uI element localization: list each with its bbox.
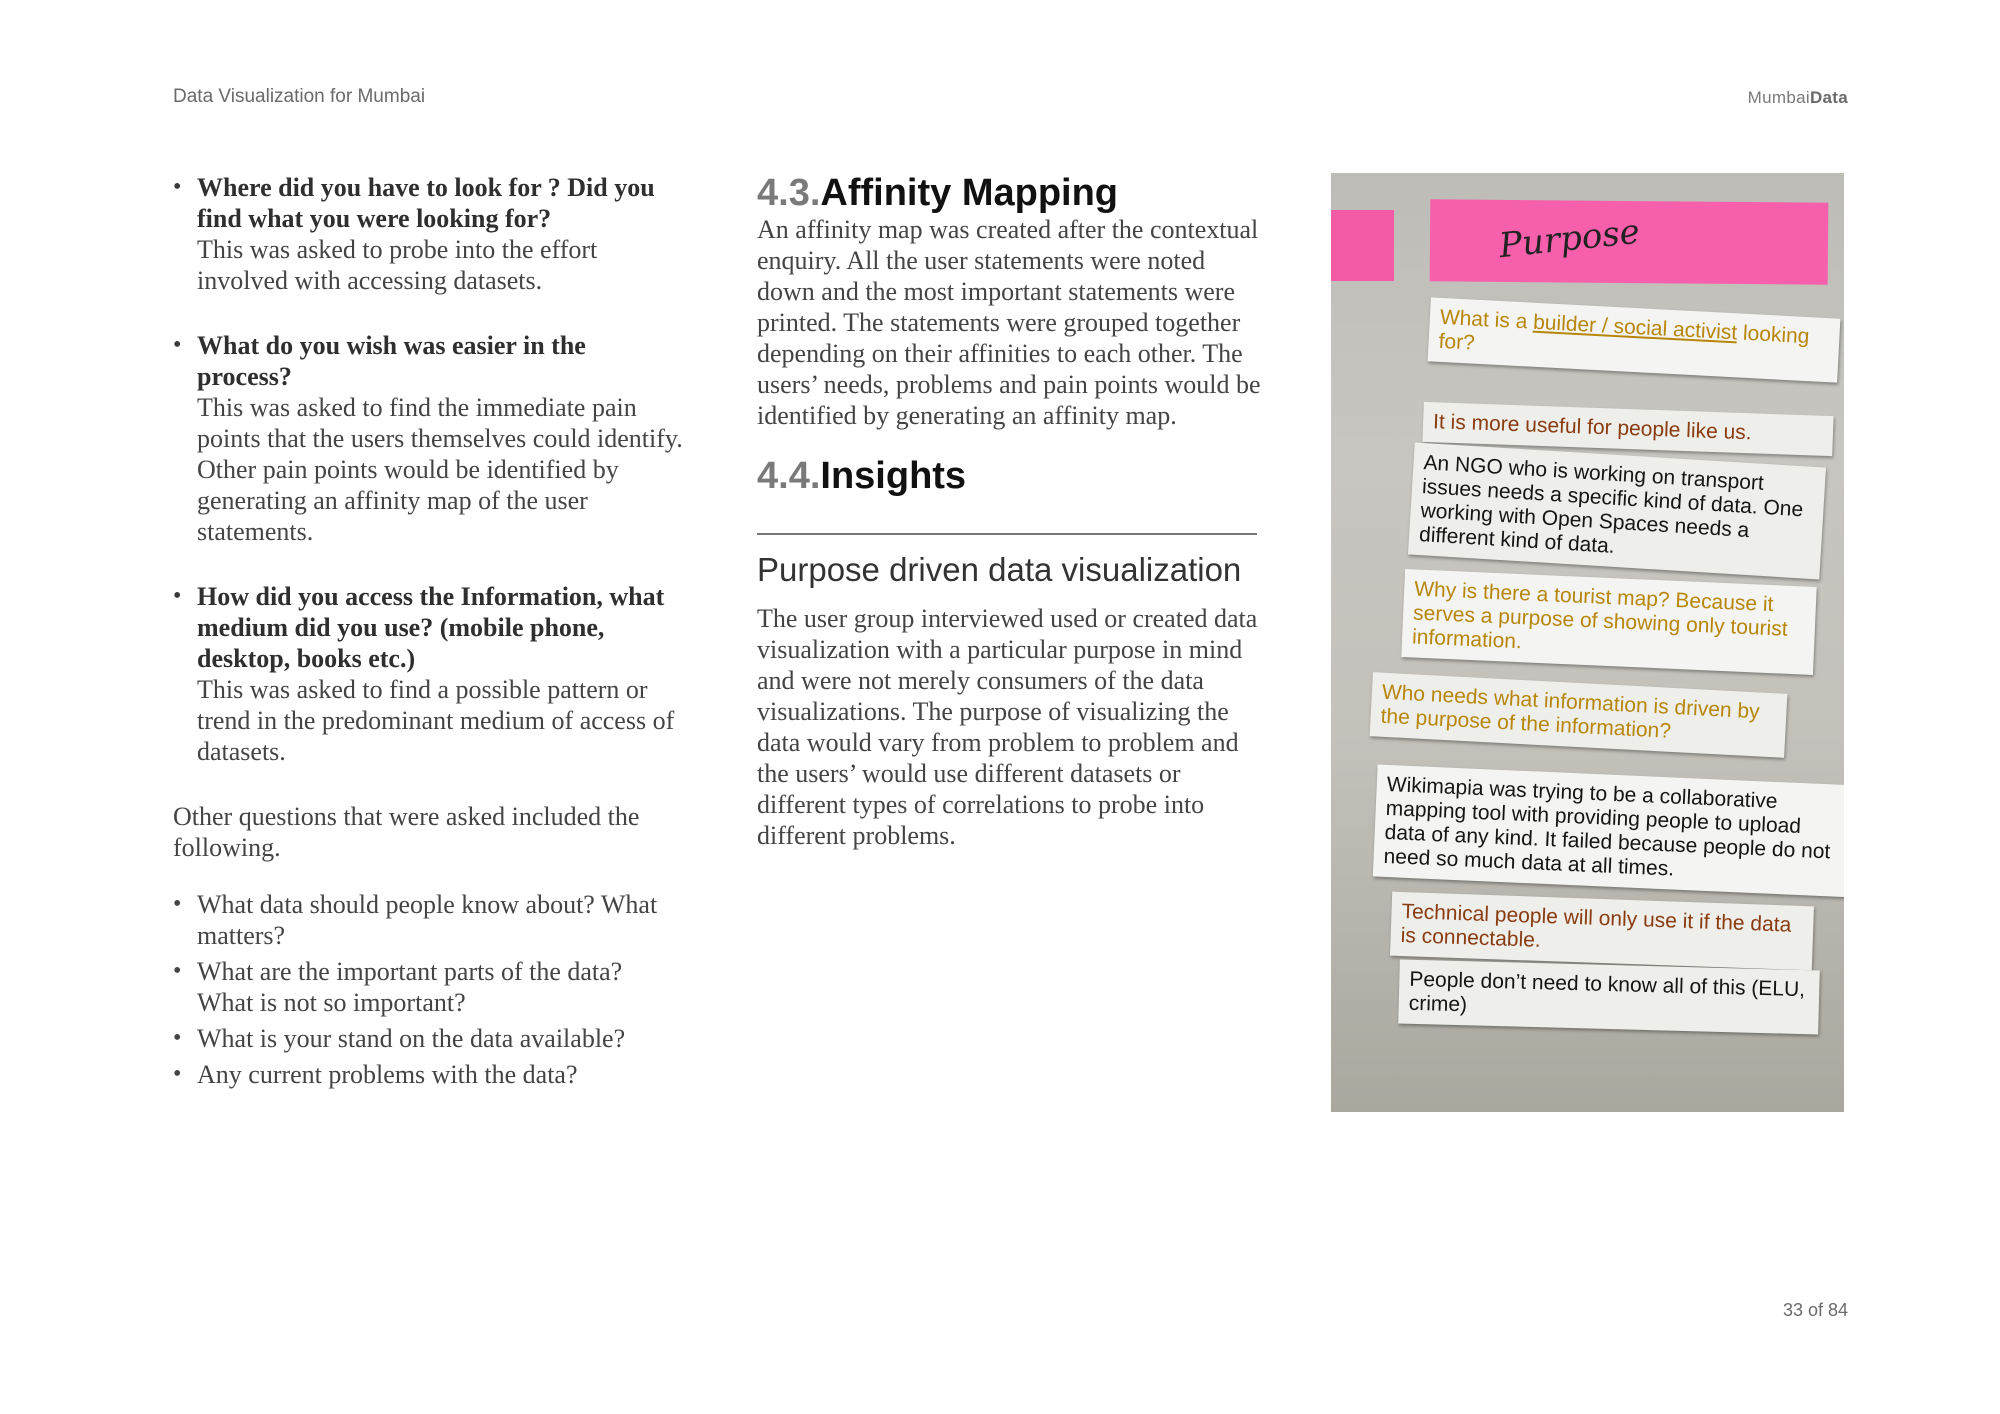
question-explanation: This was asked to find a possible pattern or trend in the predominant medium of access of datasets. — [197, 675, 675, 766]
list-item: • Any current problems with the data? — [173, 1059, 683, 1090]
sticky-note-pink — [1331, 210, 1394, 281]
question-explanation: This was asked to find the immediate pain points that the users themselves could identify. Other pain points would be identified by generating an affinity map of the user statements. — [197, 393, 683, 546]
question-list — [173, 172, 683, 767]
statement-note: Wikimapia was trying to be a collaborative mapping tool with providing people to upload data of any kind. It failed because people do not need so much data at all times. — [1373, 765, 1844, 898]
affinity-map-photo — [1331, 173, 1844, 1112]
handwritten-heading: Purpose — [1497, 211, 1642, 267]
section-heading-insights — [757, 455, 1262, 497]
middle-column — [757, 172, 1262, 851]
statement-note: People don’t need to know all of this (ELU, crime) — [1398, 960, 1820, 1035]
divider — [757, 533, 1257, 535]
statement-note: An NGO who is working on transport issues needs a specific kind of data. One working with Open Spaces needs a different kind of data. — [1408, 443, 1826, 580]
list-item: • What are the important parts of the data? What is not so important? — [173, 956, 683, 1018]
section-title: Insights — [820, 455, 967, 497]
question-text: • What do you wish was easier in the process? — [197, 331, 586, 391]
statement-note: Who needs what information is driven by the purpose of the information? — [1370, 672, 1788, 758]
statement-note — [1428, 297, 1841, 382]
note-link-text: builder / social activist — [1532, 310, 1738, 345]
question-text: • How did you access the Information, what medium did you use? (mobile phone, desktop, books etc.) — [197, 582, 665, 673]
question-text: • Where did you have to look for ? Did you find what you were looking for? — [197, 173, 655, 233]
other-questions-intro: Other questions that were asked included the following. — [173, 802, 640, 862]
brand-bold: Data — [1809, 88, 1848, 107]
note-text: looking for? — [1438, 321, 1811, 355]
page-number: 33 of 84 — [1782, 1300, 1848, 1320]
other-questions-list — [173, 889, 683, 1090]
section-title: Affinity Mapping — [820, 172, 1119, 214]
statement-note: Technical people will only use it if the data is connectable. — [1390, 892, 1814, 971]
section-number: 4.4. — [757, 455, 821, 497]
section-heading-affinity — [757, 172, 1262, 214]
question-item — [173, 330, 683, 547]
question-item — [173, 172, 683, 296]
question-explanation: This was asked to probe into the effort involved with accessing datasets. — [197, 235, 598, 295]
brand-logo — [1748, 88, 1848, 108]
statement-note: Why is there a tourist map? Because it serves a purpose of showing only tourist information. — [1401, 569, 1816, 675]
question-item — [173, 581, 683, 767]
document-title: Data Visualization for Mumbai — [173, 86, 426, 107]
affinity-paragraph: An affinity map was created after the contextual enquiry. All the user statements were noted down and the most important statements were printed. The statements were grouped together depending on their affinities to each other. The users’ needs, problems and pain points would be identified by generating an affinity map. — [757, 215, 1261, 430]
list-item: • What is your stand on the data available? — [173, 1023, 683, 1054]
note-text: What is a — [1439, 305, 1534, 334]
section-number: 4.3. — [757, 172, 821, 214]
list-item: • What data should people know about? What matters? — [173, 889, 683, 951]
insight-paragraph: The user group interviewed used or created data visualization with a particular purpose in mind and were not merely consumers of the data visualizations. The purpose of visualizing the data would vary from problem to problem and the users’ would use different datasets or different types of correlations to probe into different problems. — [757, 604, 1258, 850]
brand-light: Mumbai — [1747, 88, 1810, 107]
statement-note: It is more useful for people like us. — [1422, 402, 1833, 456]
left-column — [173, 172, 683, 1095]
subsection-heading: Purpose driven data visualization — [757, 551, 1242, 588]
